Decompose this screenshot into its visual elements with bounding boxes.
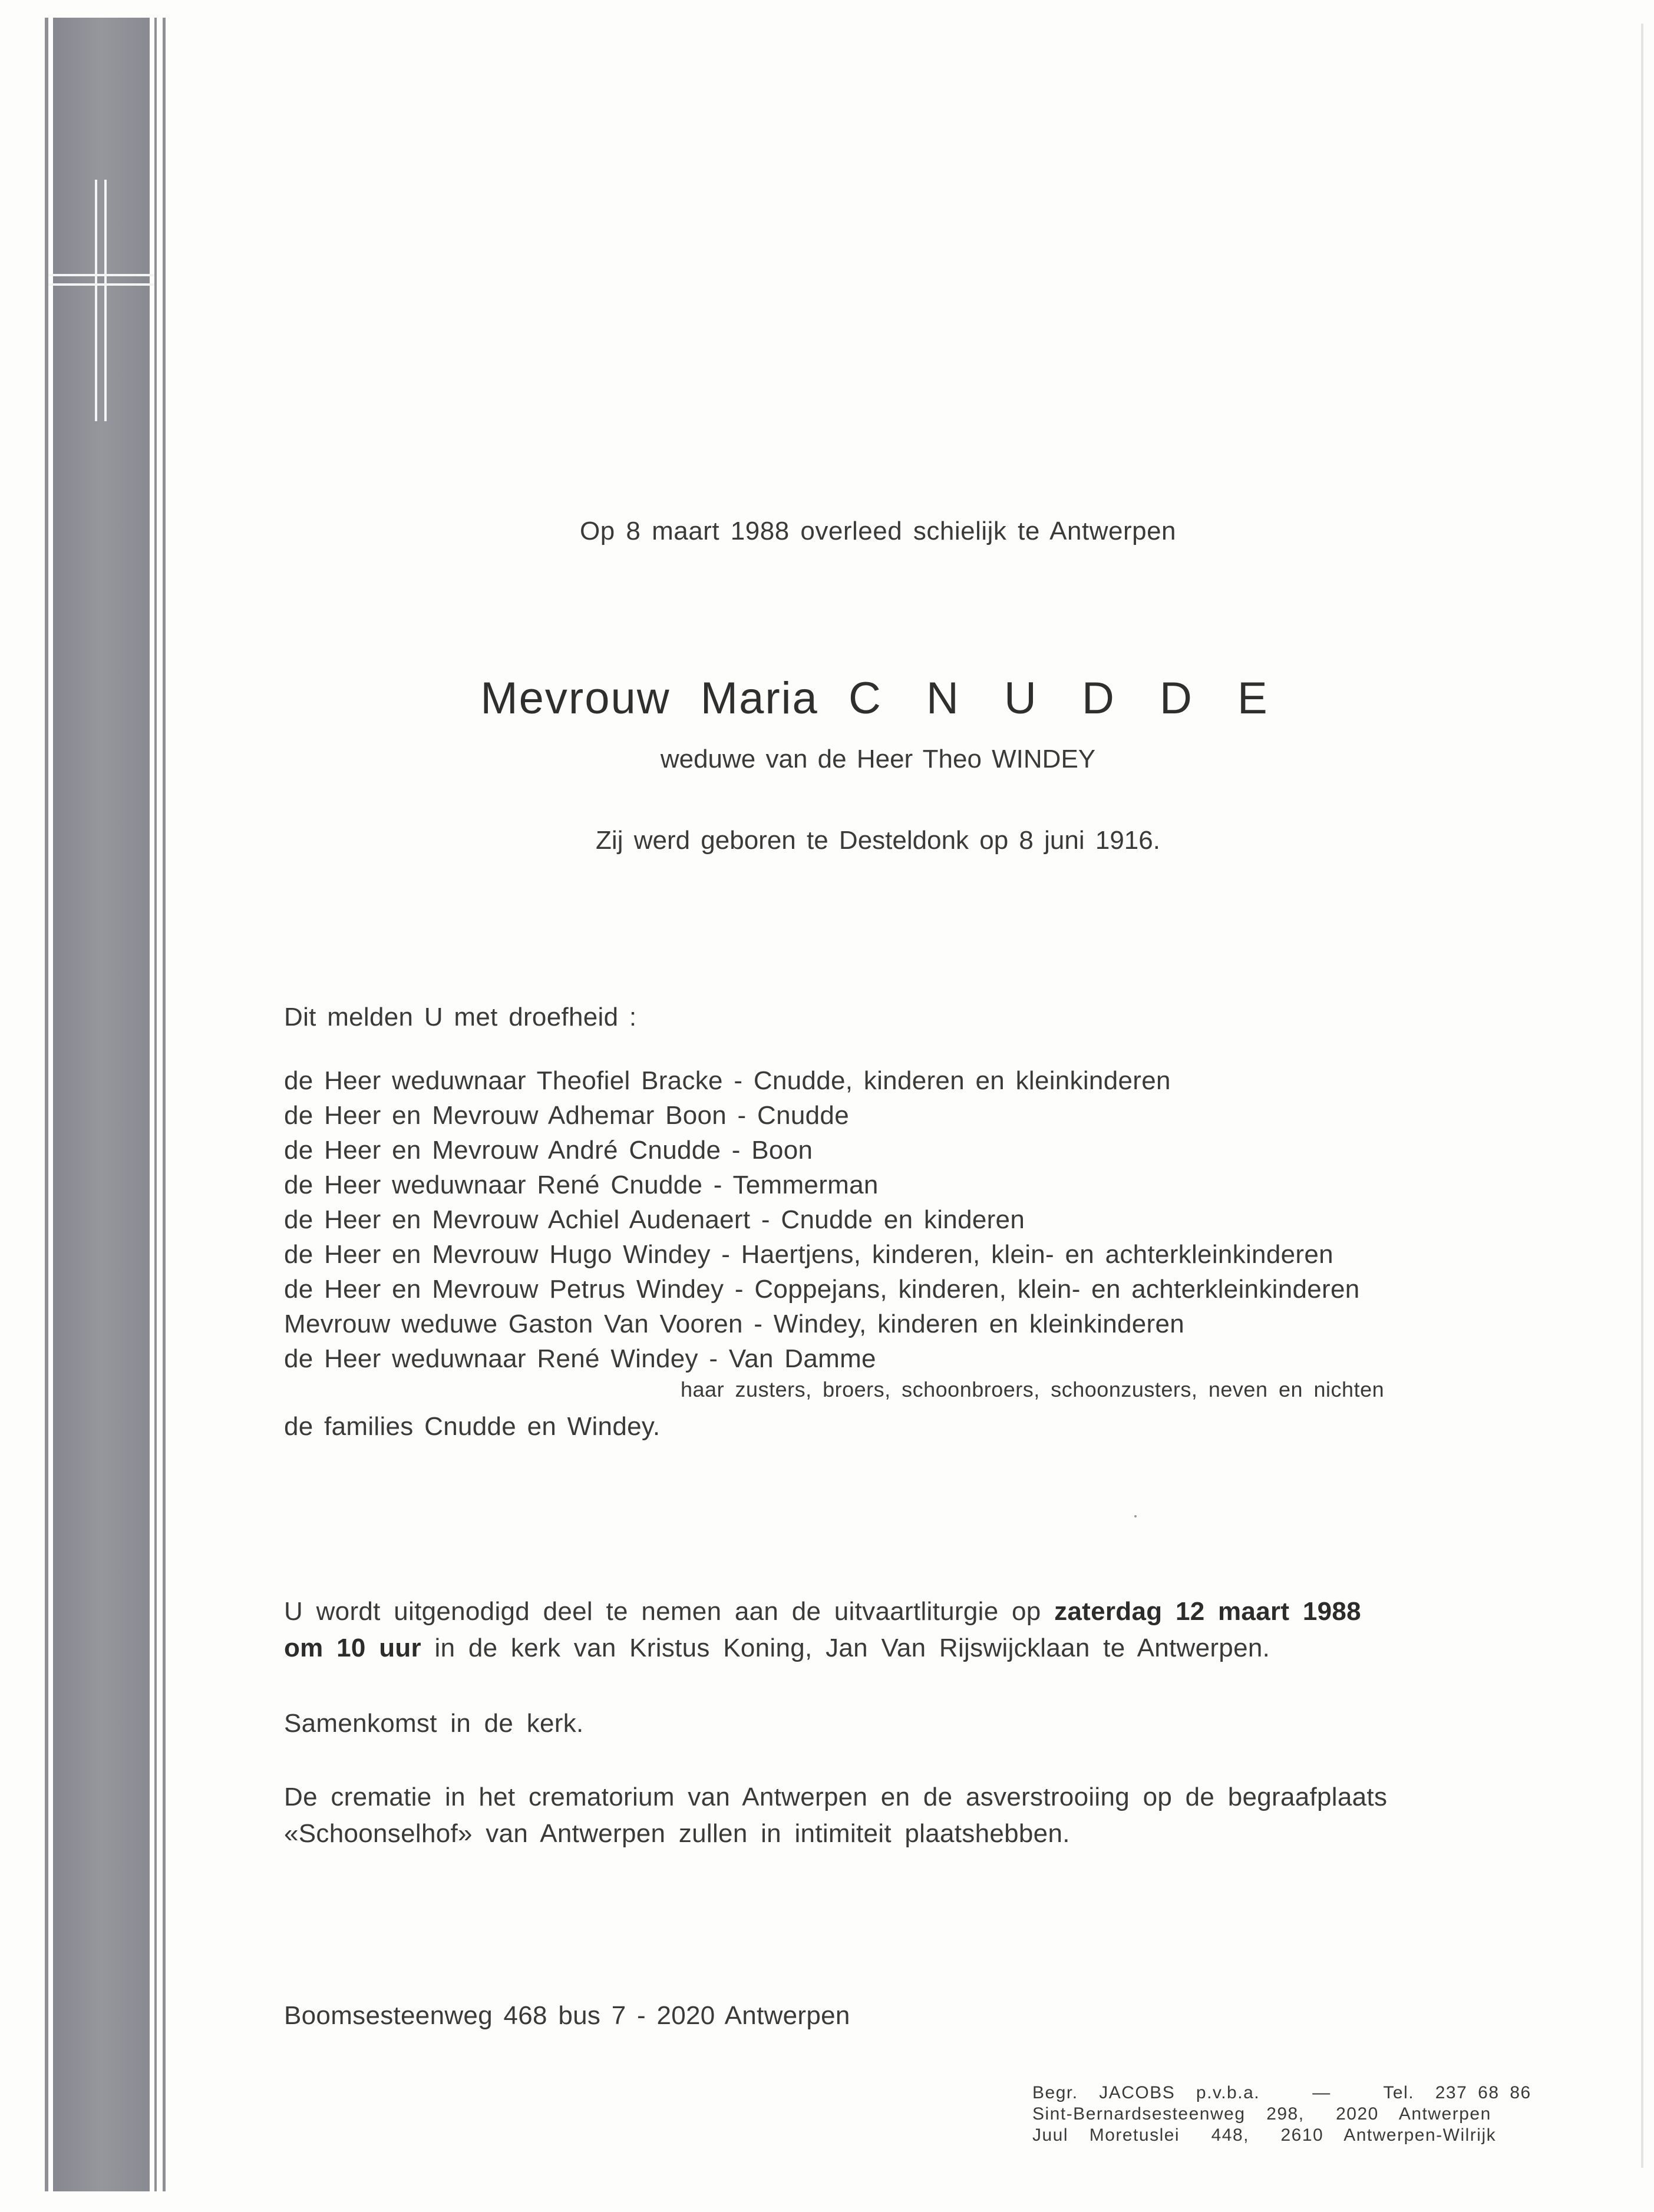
paper-speck [1134,1515,1137,1517]
widow-of: weduwe van de Heer Theo WINDEY [660,745,1096,773]
mourner-item: de Heer weduwnaar René Cnudde - Temmerman [284,1171,879,1199]
extended-family: haar zusters, broers, schoonbroers, schoonzusters, neven en nichten [681,1377,1385,1401]
left-band-inner-line [154,18,157,2191]
cremation-line-2: «Schoonselhof» van Antwerpen zullen in intimiteit plaatshebben. [284,1819,1070,1848]
undertaker-line-1: Begr. JACOBS p.v.b.a. — Tel. 237 68 86 [1032,2083,1531,2102]
cremation-note [284,1779,1387,1852]
name-title: Mevrouw [480,673,671,723]
correspondence-address: Boomsesteenweg 468 bus 7 - 2020 Antwerpen [284,2001,850,2030]
invite-text-a: U wordt uitgenodigd deel te nemen aan de uitvaartliturgie op [284,1597,1055,1626]
announcement-heading: Dit melden U met droefheid : [284,1003,637,1031]
undertaker-info [1032,2082,1531,2146]
surname: C N U D D E [848,673,1276,723]
mourner-item: de Heer weduwnaar Theofiel Bracke - Cnudde, kinderen en kleinkinderen [284,1066,1171,1095]
mourner-item: de Heer weduwnaar René Windey - Van Damme [284,1344,876,1373]
cremation-line-1: De crematie in het crematorium van Antwerpen en de asverstrooiing op de begraafplaats [284,1783,1388,1811]
invite-text-b: in de kerk van Kristus Koning, Jan Van Rijswijcklaan te Antwerpen. [421,1634,1270,1662]
mourner-item: de Heer en Mevrouw Adhemar Boon - Cnudde [284,1101,849,1130]
mourners-list [284,1063,1360,1376]
birth-info: Zij werd geboren te Desteldonk op 8 juni 1916. [596,826,1160,855]
undertaker-line-2: Sint-Bernardsesteenweg 298, 2020 Antwerpen [1032,2104,1491,2124]
cross-icon [48,180,154,421]
mourner-item: de Heer en Mevrouw Petrus Windey - Coppejans, kinderen, klein- en achterkleinkinderen [284,1275,1360,1304]
mourner-item: de Heer en Mevrouw André Cnudde - Boon [284,1136,813,1165]
mourner-item: Mevrouw weduwe Gaston Van Vooren - Windey, kinderen en kleinkinderen [284,1310,1185,1338]
gathering-note: Samenkomst in de kerk. [284,1709,584,1738]
left-band-inner-line-2 [163,18,166,2191]
deceased-name [412,673,1343,723]
page-edge [1641,24,1643,2168]
death-announcement: Op 8 maart 1988 overleed schielijk te Antwerpen [579,517,1177,545]
undertaker-line-3: Juul Moretuslei 448, 2610 Antwerpen-Wilrijk [1032,2125,1497,2145]
mourner-item: de Heer en Mevrouw Achiel Audenaert - Cnudde en kinderen [284,1205,1025,1234]
funeral-time: om 10 uur [284,1634,421,1662]
first-name: Maria [700,673,818,723]
families-line: de families Cnudde en Windey. [284,1412,661,1441]
funeral-invitation [284,1593,1361,1667]
funeral-date: zaterdag 12 maart 1988 [1054,1597,1361,1626]
mourner-item: de Heer en Mevrouw Hugo Windey - Haertjens, kinderen, klein- en achterkleinkinderen [284,1240,1333,1269]
